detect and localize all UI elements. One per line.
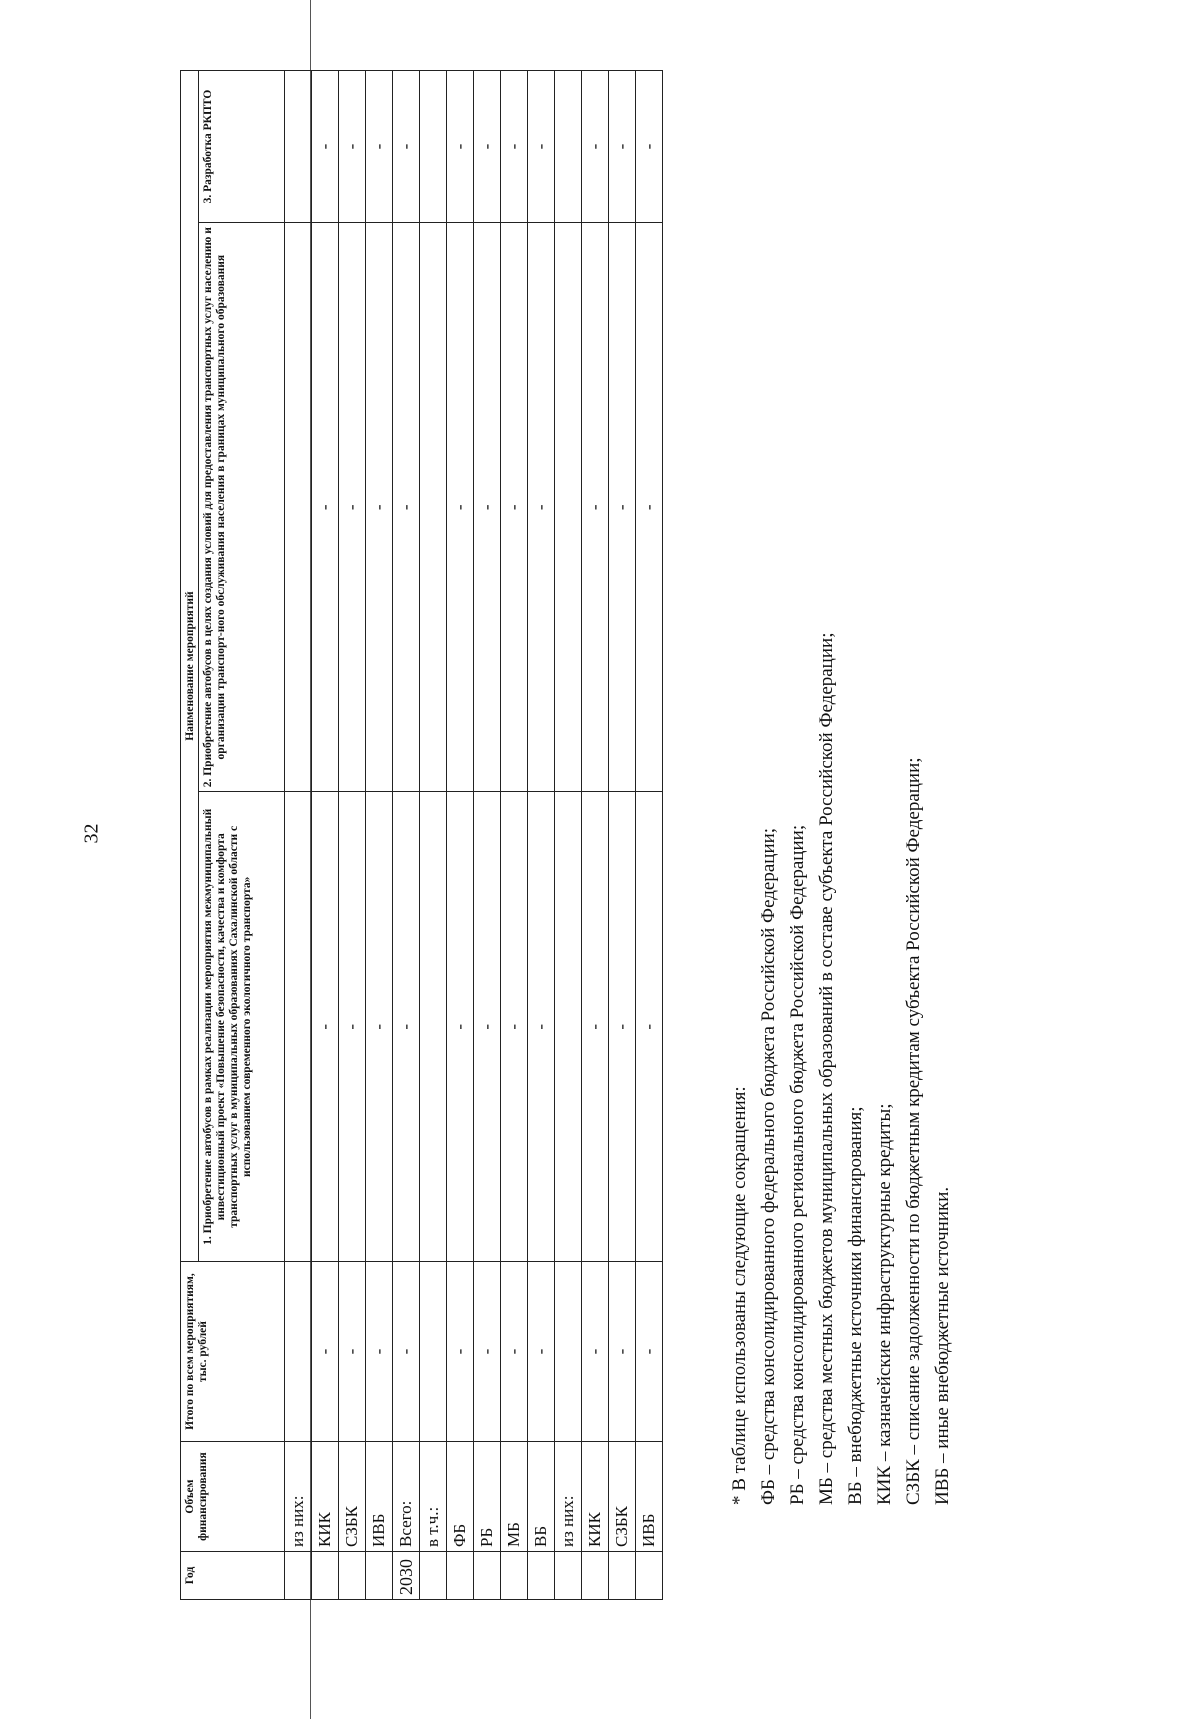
table-row [447,71,474,1600]
note-line: ВБ – внебюджетные источники финансирования; [845,1106,866,1505]
measure-2-cell [285,222,312,792]
table-row [393,71,420,1600]
total-cell: - [393,1262,420,1442]
measure-3-cell: - [528,71,555,223]
measure-3-cell: - [636,71,663,223]
table-row [582,71,609,1600]
measure-3-cell: - [366,71,393,223]
measure-3-cell [285,71,312,223]
table-row [501,71,528,1600]
table-row [285,71,312,1600]
measure-3-cell: - [312,71,339,223]
measure-2-cell: - [312,222,339,792]
total-cell: - [339,1262,366,1442]
table-row [528,71,555,1600]
table-row [312,71,339,1600]
year-cell [474,1552,501,1600]
year-cell [447,1552,474,1600]
total-cell: - [636,1262,663,1442]
table-row [339,71,366,1600]
measure-3-cell: - [582,71,609,223]
year-cell [420,1552,447,1600]
year-cell [285,1552,312,1600]
measure-1-cell [285,792,312,1262]
note-line: СЗБК – списание задолженности по бюджетным кредитам субъекта Российской Федерации; [903,757,924,1505]
note-line: КИК – казначейские инфраструктурные кредиты; [874,1103,895,1505]
measure-1-cell: - [474,792,501,1262]
funding-source-cell: ИВБ [366,1442,393,1552]
measure-2-cell: - [393,222,420,792]
total-cell [420,1262,447,1442]
measure-2-cell: - [447,222,474,792]
measure-1-cell: - [366,792,393,1262]
funding-source-cell: СЗБК [339,1442,366,1552]
year-cell [609,1552,636,1600]
measure-1-cell: - [339,792,366,1262]
funding-source-cell: СЗБК [609,1442,636,1552]
measure-2-cell: - [501,222,528,792]
measure-3-cell [420,71,447,223]
year-cell [582,1552,609,1600]
measure-3-cell: - [609,71,636,223]
funding-source-cell: ФБ [447,1442,474,1552]
year-cell [528,1552,555,1600]
table-row [366,71,393,1600]
measure-1-cell [555,792,582,1262]
note-line: ИВБ – иные внебюджетные источники. [932,1186,953,1505]
year-cell [366,1552,393,1600]
measure-2-cell [555,222,582,792]
table-row [555,71,582,1600]
measure-3-cell: - [474,71,501,223]
measure-2-cell: - [474,222,501,792]
funding-source-cell: из них: [285,1442,312,1552]
measure-1-cell: - [393,792,420,1262]
funding-source-cell: в т.ч.: [420,1442,447,1552]
measure-1-cell [420,792,447,1262]
measure-3-cell: - [393,71,420,223]
rotated-page-content [180,70,1180,1600]
measure-2-cell: - [636,222,663,792]
note-line: * В таблице использованы следующие сокращения: [729,1086,750,1505]
measure-3-cell: - [501,71,528,223]
funding-source-cell: из них: [555,1442,582,1552]
funding-source-cell: КИК [582,1442,609,1552]
measure-1-cell: - [609,792,636,1262]
total-cell: - [609,1262,636,1442]
header-volume: Объем финансирования [181,1442,285,1552]
measure-1-cell: - [528,792,555,1262]
measure-2-cell: - [609,222,636,792]
funding-source-cell: РБ [474,1442,501,1552]
funding-source-cell: ИВБ [636,1442,663,1552]
year-cell [555,1552,582,1600]
note-line: РБ – средства консолидированного регионального бюджета Российской Федерации; [787,824,808,1505]
funding-source-cell: КИК [312,1442,339,1552]
header-total: Итого по всем мероприятиям, тыс. рублей [181,1262,285,1442]
total-cell [285,1262,312,1442]
measure-2-cell: - [582,222,609,792]
funding-source-cell: МБ [501,1442,528,1552]
year-cell: 2030 [393,1552,420,1600]
table-row [636,71,663,1600]
note-line: МБ – средства местных бюджетов муниципальных образований в составе субъекта Российской Федерации; [816,632,837,1505]
measure-1-cell: - [447,792,474,1262]
measure-3-cell: - [339,71,366,223]
total-cell: - [447,1262,474,1442]
header-measure-3: 3. Разработка РКПТО [199,71,285,223]
measure-1-cell: - [582,792,609,1262]
measure-3-cell: - [447,71,474,223]
table-row [474,71,501,1600]
measure-2-cell: - [339,222,366,792]
table-row [609,71,636,1600]
measure-2-cell: - [528,222,555,792]
total-cell: - [582,1262,609,1442]
total-cell: - [528,1262,555,1442]
header-measure-1: 1. Приобретение автобусов в рамках реализации мероприятия межмуниципальный инвестиционный проект «Повышение безопасности, качества и комфорта транспортных услуг в муниципальных образованиях Сахалинской области с использованием современного экологичного транспорта» [199,792,285,1262]
header-measures-group: Наименование мероприятий [181,71,199,1262]
year-cell [501,1552,528,1600]
header-measure-2: 2. Приобретение автобусов в целях создания условий для предоставления транспортных услуг населению и организации транспорт-ного обслуживания населения в границах муниципального образования [199,222,285,792]
total-cell: - [366,1262,393,1442]
financing-table [180,70,663,1600]
total-cell: - [501,1262,528,1442]
measure-2-cell: - [366,222,393,792]
table-body [285,71,663,1600]
page-number: 32 [80,823,103,844]
total-cell: - [312,1262,339,1442]
funding-source-cell: Всего: [393,1442,420,1552]
measure-1-cell: - [501,792,528,1262]
measure-1-cell: - [312,792,339,1262]
note-line: ФБ – средства консолидированного федерального бюджета Российской Федерации; [758,827,779,1505]
funding-source-cell: ВБ [528,1442,555,1552]
table-row [420,71,447,1600]
measure-1-cell: - [636,792,663,1262]
year-cell [339,1552,366,1600]
total-cell: - [474,1262,501,1442]
header-year: Год [181,1552,285,1600]
total-cell [555,1262,582,1442]
measure-3-cell [555,71,582,223]
year-cell [312,1552,339,1600]
abbreviations-notes [725,633,957,1505]
year-cell [636,1552,663,1600]
measure-2-cell [420,222,447,792]
